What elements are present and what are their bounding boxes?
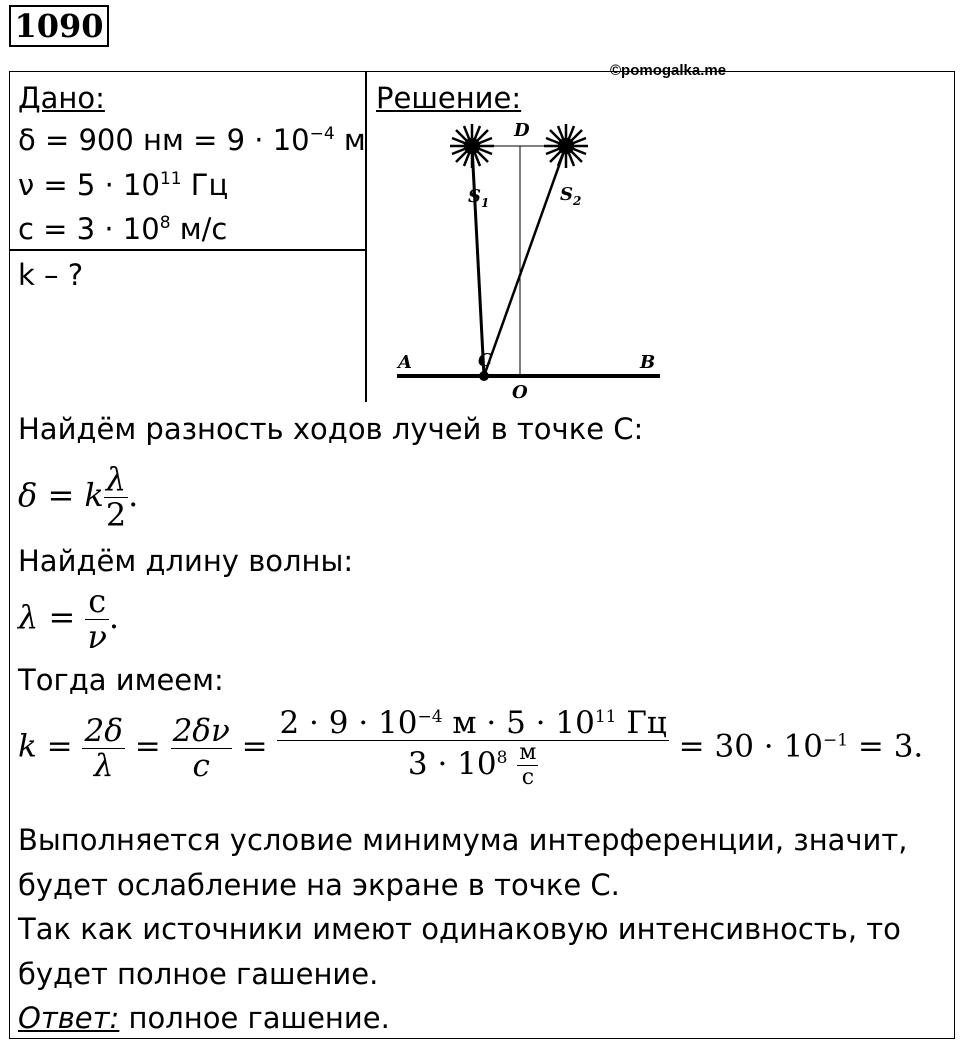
equation-delta: δ = k $\frac{\lambda}{2}$ . — [18, 460, 139, 535]
ray-s2-c — [484, 146, 566, 376]
answer-line — [18, 1000, 390, 1036]
equation-k: k = $\frac{2\delta}{\lambda}$ = $\frac{2\delta\nu}{c}$ = $2 \cdot 9 \cdot 10^{-4}$ $м \cdot 5 \cdot 10^{11}$ Гц $3 \cdot 10^8$ $\frac{м}{с}$ = $30 \cdot 10^{-1} = 3$. — [18, 705, 924, 791]
label-d: D — [514, 120, 530, 141]
watermark: ©pomogalka.me — [610, 62, 727, 79]
label-c: C — [478, 350, 493, 371]
given-speed: $с = 3 \cdot 10^8$ м/с — [18, 212, 228, 246]
answer-label: Ответ: — [18, 1001, 120, 1035]
equation-lambda: λ = $\frac{с}{\nu}$ . — [18, 582, 120, 657]
answer-text: полное гашение. — [119, 1001, 390, 1035]
step-path-difference: Найдём разность ходов лучей в точке С: — [18, 412, 644, 446]
text-weakening: будет ослабление на экране в точке С. — [18, 868, 620, 902]
step-then: Тогда имеем: — [18, 663, 224, 697]
solution-header: Решение: — [376, 81, 522, 115]
label-s2: $S_2$ — [560, 184, 582, 208]
label-o: O — [512, 382, 528, 403]
given-header: Дано: — [18, 81, 105, 115]
text-full-cancellation: будет полное гашение. — [18, 957, 379, 991]
source-s2-icon — [544, 124, 588, 168]
text-equal-intensity: Так как источники имеют одинаковую интенсивность, то — [18, 912, 901, 946]
given-divider-horizontal — [9, 249, 366, 251]
source-s1-icon — [450, 124, 494, 168]
point-c-dot — [479, 371, 489, 381]
given-delta: δ = 900 нм = $9 \cdot 10^{-4}$ м — [18, 123, 366, 157]
given-divider-vertical — [365, 71, 367, 402]
ray-s1-c — [472, 146, 484, 376]
text-minimum-condition: Выполняется условие минимума интерференции, значит, — [18, 823, 908, 857]
problem-number: 1090 — [9, 5, 109, 47]
interference-diagram — [392, 112, 664, 408]
label-a: A — [398, 352, 412, 373]
label-s1: $S_1$ — [468, 186, 490, 210]
find-k: k – ? — [18, 258, 84, 292]
label-b: B — [640, 352, 656, 373]
step-wavelength: Найдём длину волны: — [18, 544, 354, 578]
given-frequency: $\nu = 5 \cdot 10^{11}$ Гц — [18, 168, 229, 202]
